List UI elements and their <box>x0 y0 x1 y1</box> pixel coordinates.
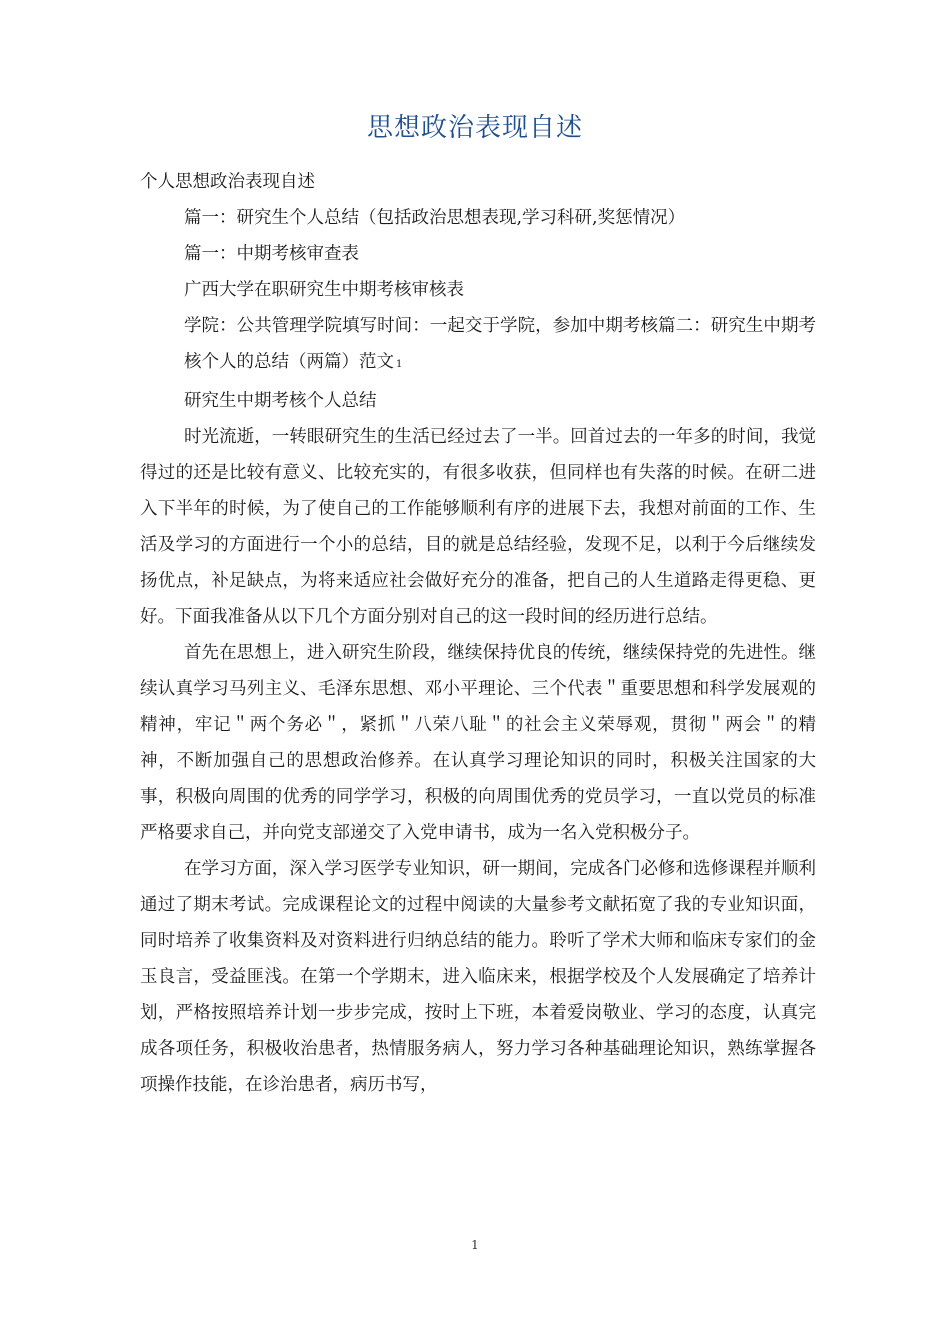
footnote-marker: 1 <box>396 359 403 370</box>
paragraph-study: 在学习方面，深入学习医学专业知识，研一期间，完成各门必修和选修课程并顺利通过了期末考试。完成课程论文的过程中阅读的大量参考文献拓宽了我的专业知识面，同时培养了收集资料及对资料进行归纳总结的能力。聆听了学术大师和临床专家们的金玉良言，受益匪浅。在第一个学期末，进入临床来，根据学校及个人发展确定了培养计划，严格按照培养计划一步步完成，按时上下班，本着爱岗敬业、学习的态度，认真完成各项任务，积极收治患者，热情服务病人，努力学习各种基础理论知识，熟练掌握各项操作技能，在诊治患者，病历书写， <box>140 859 816 1095</box>
paragraph-section-1: 篇一：研究生个人总结（包括政治思想表现,学习科研,奖惩情况） <box>184 208 686 228</box>
paragraph-intro: 时光流逝，一转眼研究生的生活已经过去了一半。回首过去的一年多的时间，我觉得过的还是比较有意义、比较充实的，有很多收获，但同样也有失落的时候。在研二进入下半年的时候，为了使自己的工作能够顺利有序的进展下去，我想对前面的工作、生活及学习的方面进行一个小的总结，目的就是总结经验，发现不足，以利于今后继续发扬优点，补足缺点，为将来适应社会做好充分的准备，把自己的人生道路走得更稳、更好。下面我准备从以下几个方面分别对自己的这一段时间的经历进行总结。 <box>140 427 816 627</box>
college-line-text: 学院：公共管理学院填写时间：一起交于学院，参加中期考核篇二：研究生中期考核个人的总结（两篇）范文 <box>184 316 816 372</box>
page-number: 1 <box>471 1238 479 1252</box>
paragraph-form-title: 广西大学在职研究生中期考核审核表 <box>184 280 464 300</box>
document-body <box>140 164 816 1103</box>
document-title: 思想政治表现自述 <box>366 113 583 143</box>
paragraph-thought: 首先在思想上，进入研究生阶段，继续保持优良的传统，继续保持党的先进性。继续认真学习马列主义、毛泽东思想、邓小平理论、三个代表＂重要思想和科学发展观的精神，牢记＂两个务必＂，紧抓＂八荣八耻＂的社会主义荣辱观，贯彻＂两会＂的精神，不断加强自己的思想政治修养。在认真学习理论知识的同时，积极关注国家的大事，积极向周围的优秀的同学学习，积极的向周围优秀的党员学习，一直以党员的标准严格要求自己，并向党支部递交了入党申请书，成为一名入党积极分子。 <box>140 643 816 843</box>
paragraph-college-line <box>140 308 816 383</box>
paragraph-summary-title: 研究生中期考核个人总结 <box>184 391 377 411</box>
paragraph-section-2: 篇一：中期考核审查表 <box>184 244 359 264</box>
paragraph-heading: 个人思想政治表现自述 <box>140 172 315 192</box>
